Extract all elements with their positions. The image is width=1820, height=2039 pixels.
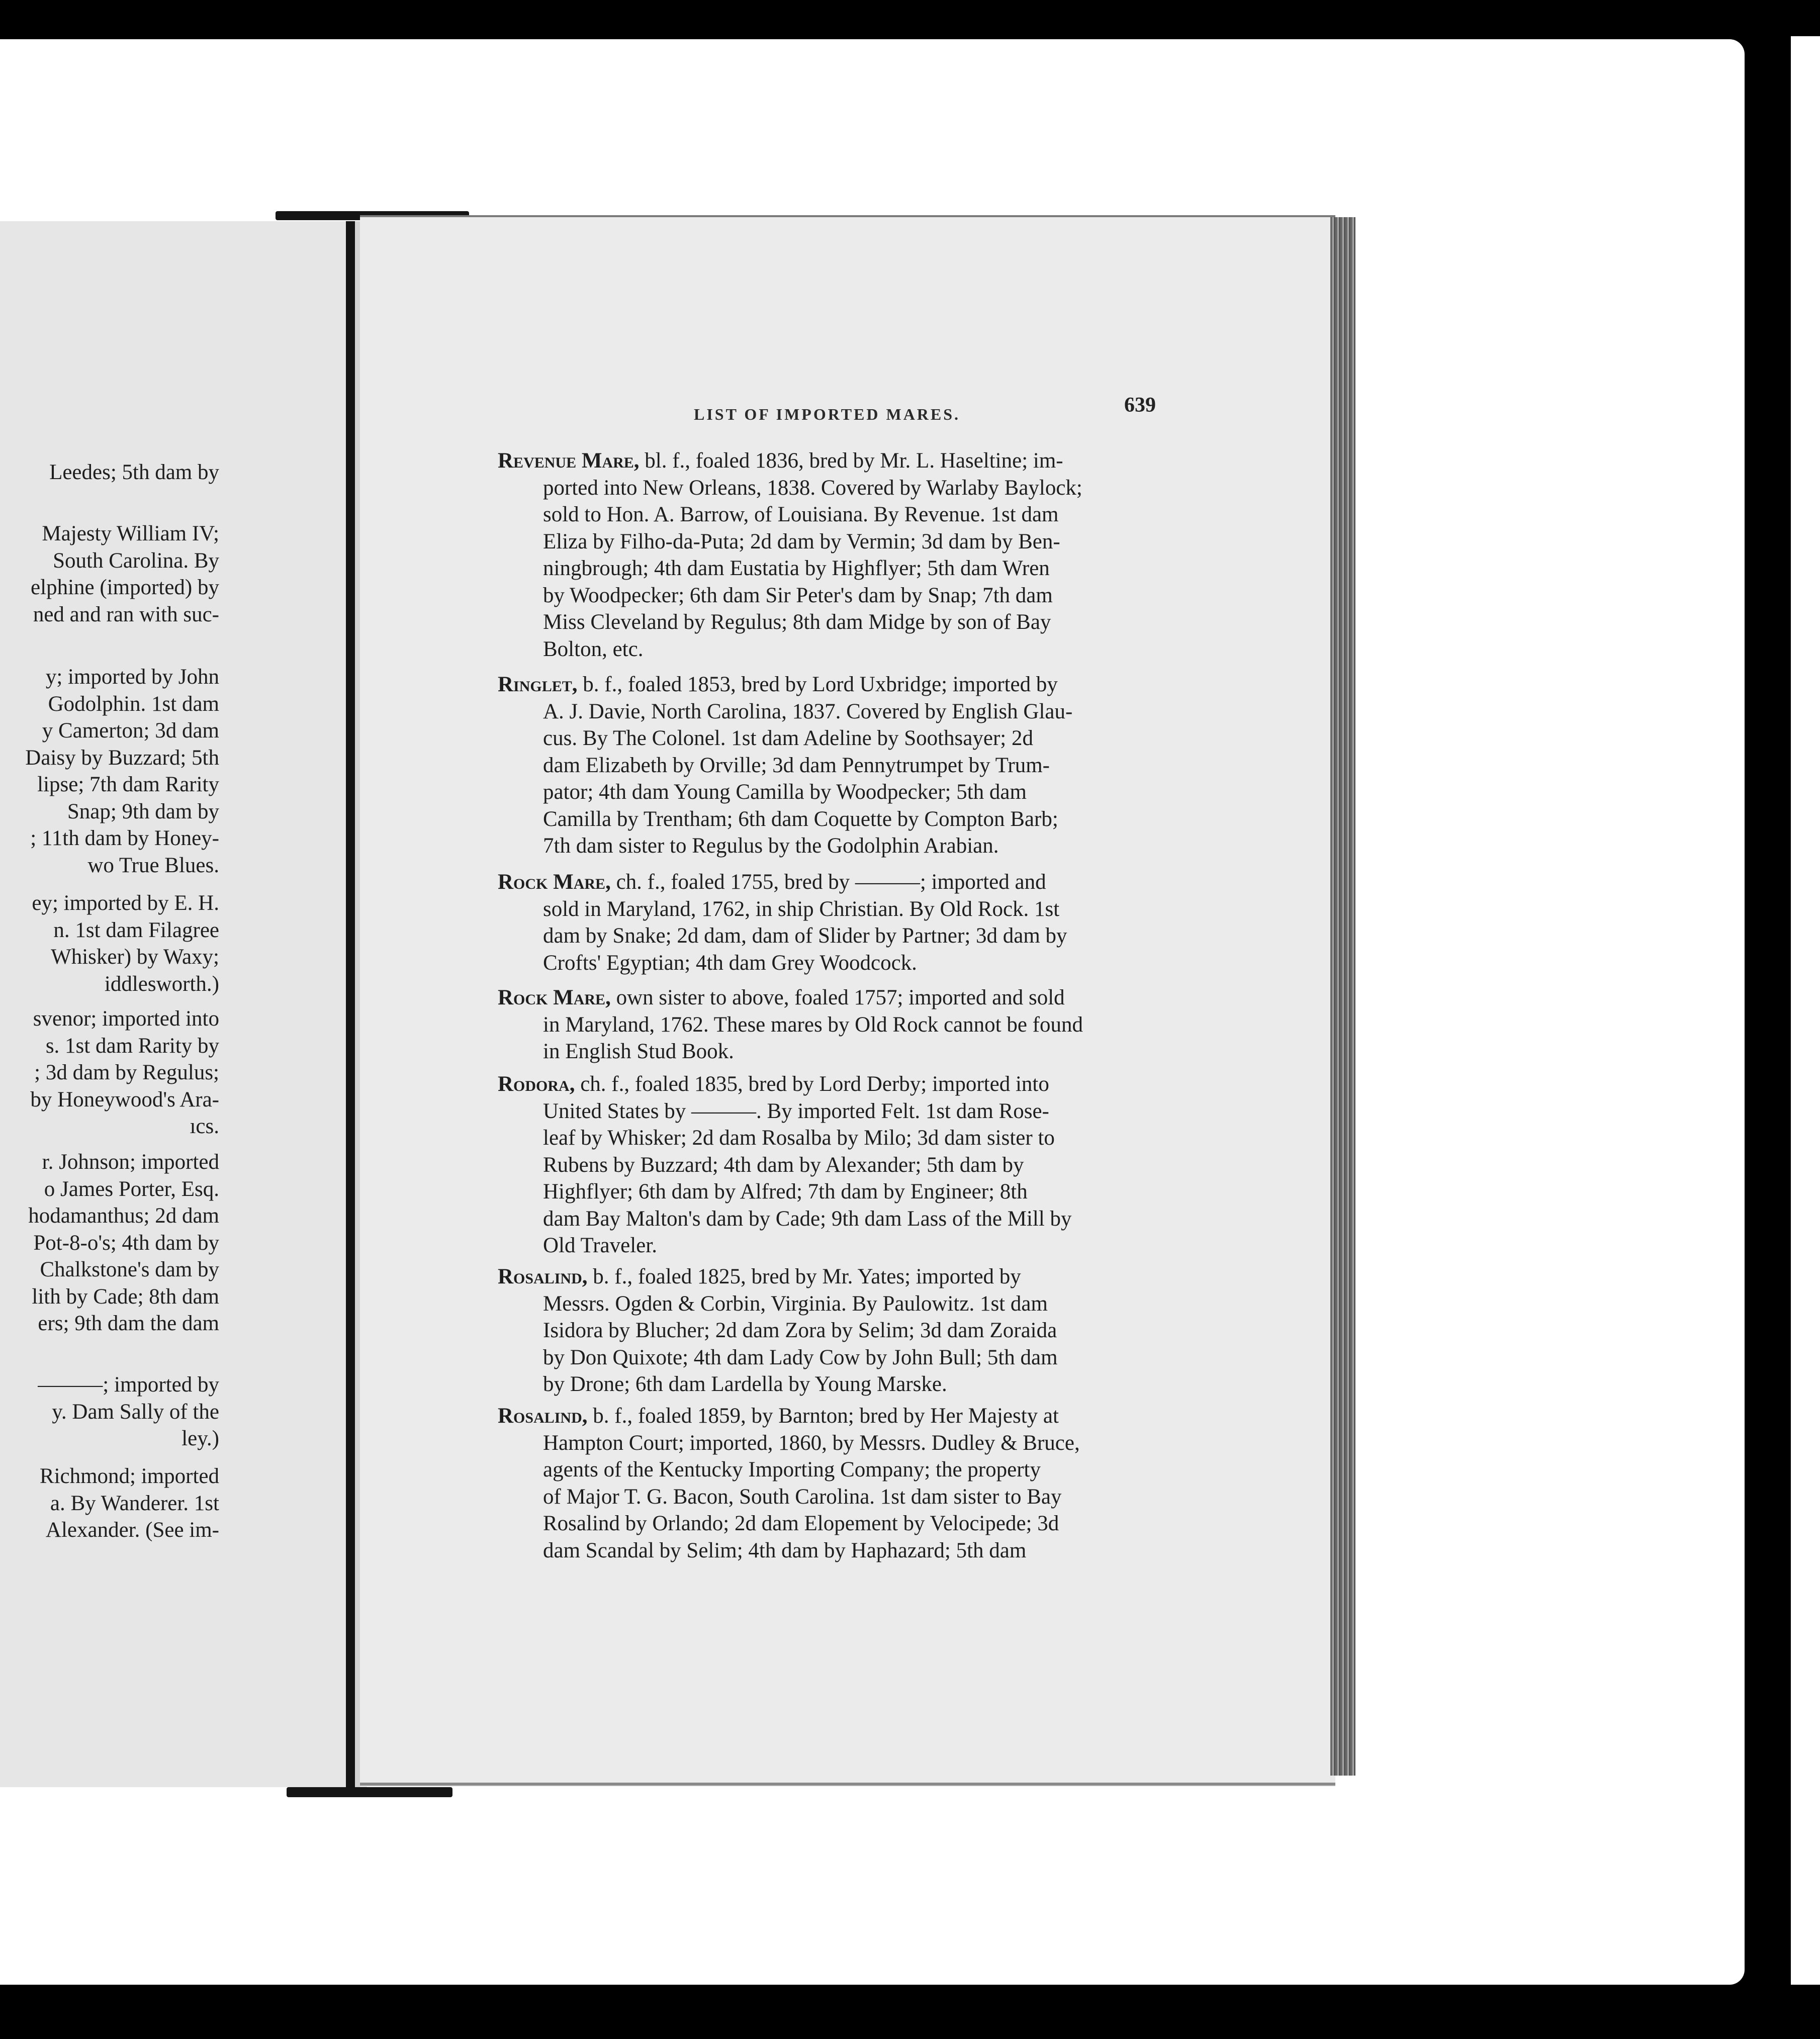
left-page-block xyxy=(0,1371,219,1452)
page-bottom-edge xyxy=(360,1783,1335,1786)
entry-line: Hampton Court; imported, 1860, by Messrs. Dudley & Bruce, xyxy=(543,1431,1080,1455)
left-page-line: ley.) xyxy=(181,1427,219,1450)
entry-name: Rosalind, xyxy=(498,1404,588,1428)
entry-line: by Drone; 6th dam Lardella by Young Marske. xyxy=(543,1372,947,1396)
entry-line: Crofts' Egyptian; 4th dam Grey Woodcock. xyxy=(543,951,917,975)
entry-line xyxy=(498,671,1171,698)
left-page-block xyxy=(0,1149,219,1337)
entry-line: Miss Cleveland by Regulus; 8th dam Midge by son of Bay xyxy=(543,610,1051,634)
entry-line: dam by Snake; 2d dam, dam of Slider by Partner; 3d dam by xyxy=(543,924,1067,948)
left-page-line: r. Johnson; imported xyxy=(42,1150,219,1174)
entry-name: Rock Mare, xyxy=(498,986,611,1009)
entry-line: pator; 4th dam Young Camilla by Woodpecker; 5th dam xyxy=(543,780,1027,804)
entry xyxy=(498,671,1171,860)
entry-line xyxy=(498,984,1171,1011)
running-title: LIST OF IMPORTED MARES. xyxy=(694,405,961,423)
entry-text: own sister to above, foaled 1757; imported and sold xyxy=(610,986,1065,1009)
left-page-block xyxy=(0,664,219,879)
entry-line xyxy=(498,1403,1171,1430)
entry-line: dam Scandal by Selim; 4th dam by Haphazard; 5th dam xyxy=(543,1538,1027,1562)
left-page-line: elphine (imported) by xyxy=(31,576,219,599)
entry-line: in Maryland, 1762. These mares by Old Rock cannot be found xyxy=(543,1012,1083,1037)
entry xyxy=(498,1403,1171,1564)
left-page-line: ey; imported by E. H. xyxy=(32,891,219,915)
left-page-line: Pot-8-o's; 4th dam by xyxy=(33,1231,219,1255)
left-page-line: by Honeywood's Ara- xyxy=(30,1087,219,1111)
left-page-line: ıcs. xyxy=(190,1115,219,1138)
left-page-line: y. Dam Sally of the xyxy=(52,1400,219,1424)
entry xyxy=(498,1071,1171,1259)
left-page-line: iddlesworth.) xyxy=(104,972,219,996)
entry-line: 7th dam sister to Regulus by the Godolphin Arabian. xyxy=(543,834,999,858)
left-page-line: Alexander. (See im- xyxy=(45,1518,219,1542)
entry-line: in English Stud Book. xyxy=(543,1040,734,1063)
entry-line: Isidora by Blucher; 2d dam Zora by Selim; 3d dam Zoraida xyxy=(543,1319,1057,1342)
left-page-line: Chalkstone's dam by xyxy=(40,1258,219,1281)
left-page-block xyxy=(0,520,219,628)
entry-line xyxy=(498,1071,1171,1098)
left-page-line: Daisy by Buzzard; 5th xyxy=(25,746,219,770)
entry-line: Messrs. Ogden & Corbin, Virginia. By Paulowitz. 1st dam xyxy=(543,1291,1048,1316)
entry-line: by Don Quixote; 4th dam Lady Cow by John Bull; 5th dam xyxy=(543,1345,1058,1369)
left-page xyxy=(0,221,357,1787)
left-page-line: ———; imported by xyxy=(38,1373,219,1397)
entry xyxy=(498,869,1171,976)
left-page-line: o James Porter, Esq. xyxy=(44,1177,219,1201)
entry-name: Ringlet, xyxy=(498,673,578,696)
left-page-line: lith by Cade; 8th dam xyxy=(32,1284,219,1309)
left-page-line: a. By Wanderer. 1st xyxy=(50,1491,219,1515)
entry-line: Rosalind by Orlando; 2d dam Elopement by Velocipede; 3d xyxy=(543,1512,1059,1535)
left-page-line: ned and ran with suc- xyxy=(33,602,219,626)
left-page-block xyxy=(0,890,219,997)
entry-line: A. J. Davie, North Carolina, 1837. Covered by English Glau- xyxy=(543,699,1073,723)
entry-line xyxy=(498,447,1171,475)
entry-line: Rubens by Buzzard; 4th dam by Alexander; 5th dam by xyxy=(543,1153,1024,1177)
entry-line: leaf by Whisker; 2d dam Rosalba by Milo; 3d dam sister to xyxy=(543,1126,1055,1150)
entry-line: agents of the Kentucky Importing Company; the property xyxy=(543,1458,1041,1481)
binding-spine xyxy=(346,221,355,1790)
left-page-line: y Camerton; 3d dam xyxy=(42,719,219,743)
left-page-line: Richmond; imported xyxy=(39,1464,219,1488)
left-page-line: svenor; imported into xyxy=(33,1007,219,1031)
entry-text: b. f., foaled 1853, bred by Lord Uxbridge; imported by xyxy=(577,673,1058,696)
left-page-block xyxy=(0,1005,219,1140)
entry-line: Highflyer; 6th dam by Alfred; 7th dam by Engineer; 8th xyxy=(543,1180,1028,1203)
left-page-line: Godolphin. 1st dam xyxy=(48,692,219,716)
entry-line: cus. By The Colonel. 1st dam Adeline by Soothsayer; 2d xyxy=(543,726,1033,750)
entry xyxy=(498,984,1171,1065)
left-page-line: y; imported by John xyxy=(45,665,219,689)
adjacent-mount-edge xyxy=(1791,36,1820,1985)
left-page-line: ; 11th dam by Honey- xyxy=(30,826,219,850)
left-page-line: lipse; 7th dam Rarity xyxy=(37,773,219,796)
binding-band-bottom xyxy=(287,1787,452,1797)
entry-text: ch. f., foaled 1835, bred by Lord Derby; imported into xyxy=(575,1072,1049,1096)
entry-name: Rosalind, xyxy=(498,1265,588,1288)
entry xyxy=(498,447,1171,663)
entry-line: dam Elizabeth by Orville; 3d dam Pennytrumpet by Trum- xyxy=(543,753,1050,777)
entry xyxy=(498,1263,1171,1398)
page-edges xyxy=(1330,217,1355,1776)
entry-line: ningbrough; 4th dam Eustatia by Highflyer; 5th dam Wren xyxy=(543,557,1050,580)
left-page-line: South Carolina. By xyxy=(53,548,219,573)
left-page-line: s. 1st dam Rarity by xyxy=(45,1034,219,1058)
left-page-line: n. 1st dam Filagree xyxy=(53,918,219,942)
entry-text: ch. f., foaled 1755, bred by ———; imported and xyxy=(610,870,1046,894)
entry-line: ported into New Orleans, 1838. Covered by Warlaby Baylock; xyxy=(543,476,1082,500)
entry-text: b. f., foaled 1825, bred by Mr. Yates; imported by xyxy=(587,1265,1021,1288)
entry-line xyxy=(498,869,1171,896)
entry-line: Camilla by Trentham; 6th dam Coquette by Compton Barb; xyxy=(543,807,1058,831)
left-page-line: hodamanthus; 2d dam xyxy=(28,1204,219,1228)
entry-name: Rock Mare, xyxy=(498,870,611,894)
entry-line: by Woodpecker; 6th dam Sir Peter's dam by Snap; 7th dam xyxy=(543,583,1053,607)
left-page-block xyxy=(0,1463,219,1544)
entry-text: bl. f., foaled 1836, bred by Mr. L. Haseltine; im- xyxy=(639,449,1063,473)
entry-line: of Major T. G. Bacon, South Carolina. 1st dam sister to Bay xyxy=(543,1485,1062,1509)
entry-line: Old Traveler. xyxy=(543,1234,657,1257)
left-page-block xyxy=(0,459,219,486)
left-page-line: Snap; 9th dam by xyxy=(67,799,219,823)
left-page-line: Majesty William IV; xyxy=(42,522,219,545)
entry-line: dam Bay Malton's dam by Cade; 9th dam Lass of the Mill by xyxy=(543,1207,1072,1231)
left-page-line: Leedes; 5th dam by xyxy=(49,460,219,484)
left-page-line: ; 3d dam by Regulus; xyxy=(34,1061,219,1084)
entry-name: Revenue Mare, xyxy=(498,449,640,473)
entry-line: Bolton, etc. xyxy=(543,637,644,661)
entry-line xyxy=(498,1263,1171,1290)
entry-line: Eliza by Filho-da-Puta; 2d dam by Vermin; 3d dam by Ben- xyxy=(543,529,1060,553)
left-page-line: wo True Blues. xyxy=(87,853,219,877)
entry-name: Rodora, xyxy=(498,1072,575,1096)
entry-line: sold to Hon. A. Barrow, of Louisiana. By Revenue. 1st dam xyxy=(543,503,1059,526)
page-number: 639 xyxy=(1124,394,1156,417)
entry-text: b. f., foaled 1859, by Barnton; bred by Her Majesty at xyxy=(587,1404,1059,1428)
entry-line: United States by ———. By imported Felt. 1st dam Rose- xyxy=(543,1099,1049,1123)
left-page-line: ers; 9th dam the dam xyxy=(38,1312,219,1335)
entry-line: sold in Maryland, 1762, in ship Christian. By Old Rock. 1st xyxy=(543,897,1060,921)
left-page-line: Whisker) by Waxy; xyxy=(51,945,219,969)
